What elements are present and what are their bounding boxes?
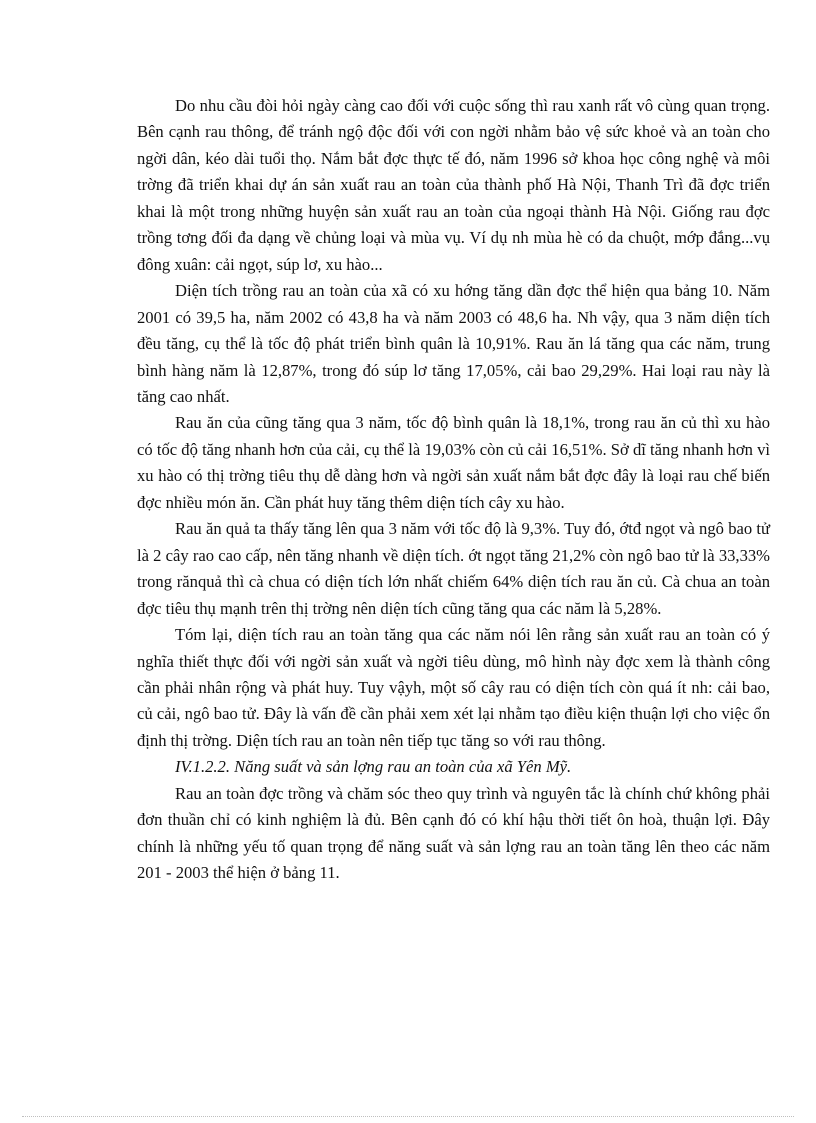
paragraph-summary: Tóm lại, diện tích rau an toàn tăng qua các năm nói lên rằng sản xuất rau an toàn có ý nghĩa thiết thực đối với ngời sản xuất và ngời tiêu dùng, mô hình này đợc xem là thành công cần phải nhân rộng và phát huy. Tuy vậyh, một số cây rau có diện tích còn quá ít nh: cải bao, củ cải, ngô bao tử. Đây là vấn đề cần phải xem xét lại nhằm tạo điều kiện thuận lợi cho việc ổn định thị trờng. Diện tích rau an toàn nên tiếp tục tăng so với rau thông.	[137, 625, 770, 750]
section-heading: IV.1.2.2. Năng suất và sản lợng rau an toàn của xã Yên Mỹ.	[175, 757, 572, 777]
paragraph-root-vegetables: Rau ăn của cũng tăng qua 3 năm, tốc độ bình quân là 18,1%, trong rau ăn củ thì xu hào có tốc độ tăng nhanh hơn của cải, cụ thể là 19,03% còn củ cải 16,51%. Sở dĩ tăng nhanh hơn vì xu hào có thị trờng tiêu thụ dễ dàng hơn và ngời sản xuất nắm bắt đợc đây là loại rau chế biến đợc nhiều món ăn. Cần phát huy tăng thêm diện tích cây xu hào.	[137, 413, 770, 512]
paragraph-vegetable-demand: Do nhu cầu đòi hỏi ngày càng cao đối với cuộc sống thì rau xanh rất vô cùng quan trọng. Bên cạnh rau thông, để tránh ngộ độc đối với con ngời nhằm bảo vệ sức khoẻ và an toàn cho ngời dân, kéo dài tuổi thọ. Nắm bắt đợc thực tế đó, năm 1996 sở khoa học công nghệ và môi trờng đã triển khai dự án sản xuất rau an toàn của thành phố Hà Nội, Thanh Trì đã đợc triển khai là một trong những huyện sản xuất rau an toàn của ngoại thành Hà Nội. Giống rau đợc trồng tơng đối đa dạng về chủng loại và mùa vụ. Ví dụ nh mùa hè có da chuột, mớp đắng...vụ đông xuân: cải ngọt, súp lơ, xu hào...	[137, 96, 770, 274]
paragraph-yield-intro: Rau an toàn đợc trồng và chăm sóc theo quy trình và nguyên tắc là chính chứ không phải đơn thuần chỉ có kinh nghiệm là đủ. Bên cạnh đó có khí hậu thời tiết ôn hoà, thuận lợi. Đây chính là những yếu tố quan trọng để năng suất và sản lợng rau an toàn tăng lên theo các năm 201 - 2003 thể hiện ở bảng 11.	[137, 783, 770, 883]
document-body	[137, 93, 770, 887]
paragraph-fruit-vegetables: Rau ăn quả ta thấy tăng lên qua 3 năm với tốc độ là 9,3%. Tuy đó, ớtđ ngọt và ngô bao tử là 2 cây rao cao cấp, nên tăng nhanh về diện tích. ớt ngọt tăng 21,2% còn ngô bao tử là 33,33% trong rănquả thì cà chua có diện tích lớn nhất chiếm 64% diện tích rau ăn củ. Cà chua an toàn đợc tiêu thụ mạnh trên thị trờng nên diện tích cũng tăng qua các năm là 5,28%.	[137, 519, 770, 618]
page-bottom-divider	[22, 1116, 794, 1117]
paragraph-planting-area: Diện tích trồng rau an toàn của xã có xu hớng tăng dần đợc thể hiện qua bảng 10. Năm 2001 có 39,5 ha, năm 2002 có 43,8 ha và năm 2003 có 48,6 ha. Nh vậy, qua 3 năm diện tích đều tăng, cụ thể là tốc độ phát triển bình quân là 10,91%. Rau ăn lá tăng qua các năm, trung bình hàng năm là 12,87%, trong đó súp lơ tăng 17,05%, cải bao 29,29%. Hai loại rau này là tăng cao nhất.	[137, 281, 770, 406]
